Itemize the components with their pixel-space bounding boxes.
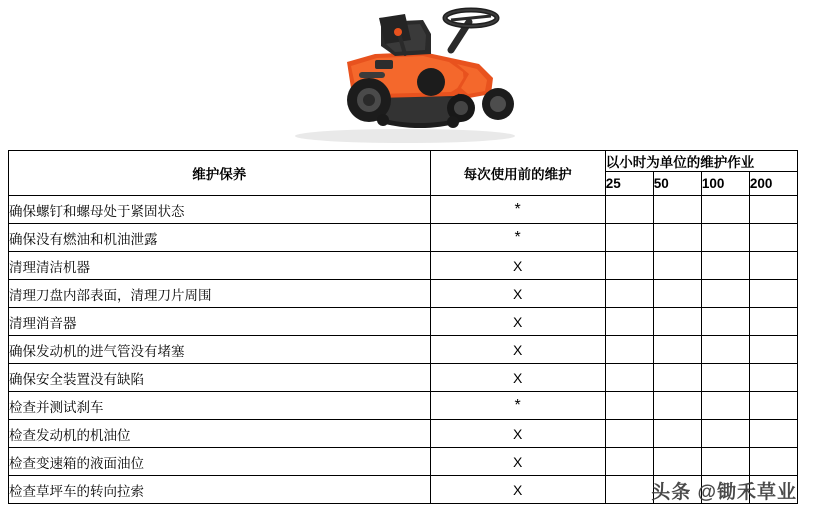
header-task: 维护保养 bbox=[9, 151, 431, 196]
table-row bbox=[9, 448, 798, 476]
hours-mark-100 bbox=[701, 420, 749, 448]
every-use-mark: X bbox=[430, 308, 605, 336]
hours-mark-25 bbox=[605, 364, 653, 392]
hours-mark-25 bbox=[605, 308, 653, 336]
header-hours-50: 50 bbox=[653, 172, 701, 196]
hours-mark-100 bbox=[701, 280, 749, 308]
table-row bbox=[9, 336, 798, 364]
hours-mark-100 bbox=[701, 252, 749, 280]
table-row bbox=[9, 280, 798, 308]
table-row bbox=[9, 364, 798, 392]
hours-mark-50 bbox=[653, 420, 701, 448]
header-hours-200: 200 bbox=[749, 172, 797, 196]
hours-mark-50 bbox=[653, 364, 701, 392]
hours-mark-50 bbox=[653, 196, 701, 224]
hours-mark-25 bbox=[605, 476, 653, 504]
table-row bbox=[9, 252, 798, 280]
header-hours-25: 25 bbox=[605, 172, 653, 196]
hours-mark-25 bbox=[605, 252, 653, 280]
hours-mark-200 bbox=[749, 336, 797, 364]
header-every-use: 每次使用前的维护 bbox=[430, 151, 605, 196]
table-row bbox=[9, 224, 798, 252]
every-use-mark: * bbox=[430, 224, 605, 252]
hours-mark-25 bbox=[605, 224, 653, 252]
hours-mark-50 bbox=[653, 448, 701, 476]
hours-mark-50 bbox=[653, 308, 701, 336]
table-header-row-top bbox=[9, 151, 798, 172]
hours-mark-50 bbox=[653, 280, 701, 308]
hours-mark-25 bbox=[605, 392, 653, 420]
table-row bbox=[9, 420, 798, 448]
task-label: 确保螺钉和螺母处于紧固状态 bbox=[9, 196, 431, 224]
hours-mark-25 bbox=[605, 420, 653, 448]
task-label: 确保安全装置没有缺陷 bbox=[9, 364, 431, 392]
hours-mark-200 bbox=[749, 448, 797, 476]
every-use-mark: X bbox=[430, 280, 605, 308]
hours-mark-25 bbox=[605, 280, 653, 308]
hours-mark-100 bbox=[701, 336, 749, 364]
hours-mark-200 bbox=[749, 196, 797, 224]
hours-mark-200 bbox=[749, 364, 797, 392]
hours-mark-50 bbox=[653, 336, 701, 364]
task-label: 确保没有燃油和机油泄露 bbox=[9, 224, 431, 252]
every-use-mark: X bbox=[430, 364, 605, 392]
task-label: 确保发动机的进气管没有堵塞 bbox=[9, 336, 431, 364]
hours-mark-100 bbox=[701, 308, 749, 336]
table-row bbox=[9, 392, 798, 420]
every-use-mark: X bbox=[430, 448, 605, 476]
task-label: 清理清洁机器 bbox=[9, 252, 431, 280]
hours-mark-100 bbox=[701, 448, 749, 476]
task-label: 检查发动机的机油位 bbox=[9, 420, 431, 448]
hours-mark-200 bbox=[749, 308, 797, 336]
hours-mark-50 bbox=[653, 252, 701, 280]
hours-mark-200 bbox=[749, 392, 797, 420]
product-illustration bbox=[0, 0, 813, 148]
header-hours-group: 以小时为单位的维护作业 bbox=[605, 151, 797, 172]
every-use-mark: X bbox=[430, 252, 605, 280]
table-row bbox=[9, 308, 798, 336]
every-use-mark: * bbox=[430, 392, 605, 420]
table-row bbox=[9, 196, 798, 224]
every-use-mark: X bbox=[430, 420, 605, 448]
header-hours-100: 100 bbox=[701, 172, 749, 196]
task-label: 清理刀盘内部表面，清理刀片周围 bbox=[9, 280, 431, 308]
hours-mark-200 bbox=[749, 224, 797, 252]
hours-mark-200 bbox=[749, 420, 797, 448]
hours-mark-100 bbox=[701, 364, 749, 392]
hours-mark-25 bbox=[605, 336, 653, 364]
task-label: 检查草坪车的转向拉索 bbox=[9, 476, 431, 504]
task-label: 检查并测试刹车 bbox=[9, 392, 431, 420]
hours-mark-100 bbox=[701, 224, 749, 252]
riding-mower-image bbox=[255, 0, 555, 148]
watermark: 头条 @锄禾草业 bbox=[651, 482, 797, 503]
every-use-mark: X bbox=[430, 336, 605, 364]
task-label: 清理消音器 bbox=[9, 308, 431, 336]
hours-mark-25 bbox=[605, 196, 653, 224]
task-label: 检查变速箱的液面油位 bbox=[9, 448, 431, 476]
every-use-mark: * bbox=[430, 196, 605, 224]
hours-mark-100 bbox=[701, 196, 749, 224]
hours-mark-200 bbox=[749, 252, 797, 280]
hours-mark-100 bbox=[701, 392, 749, 420]
every-use-mark: X bbox=[430, 476, 605, 504]
maintenance-schedule-table bbox=[8, 150, 798, 504]
hours-mark-50 bbox=[653, 392, 701, 420]
hours-mark-200 bbox=[749, 280, 797, 308]
hours-mark-50 bbox=[653, 224, 701, 252]
hours-mark-25 bbox=[605, 448, 653, 476]
